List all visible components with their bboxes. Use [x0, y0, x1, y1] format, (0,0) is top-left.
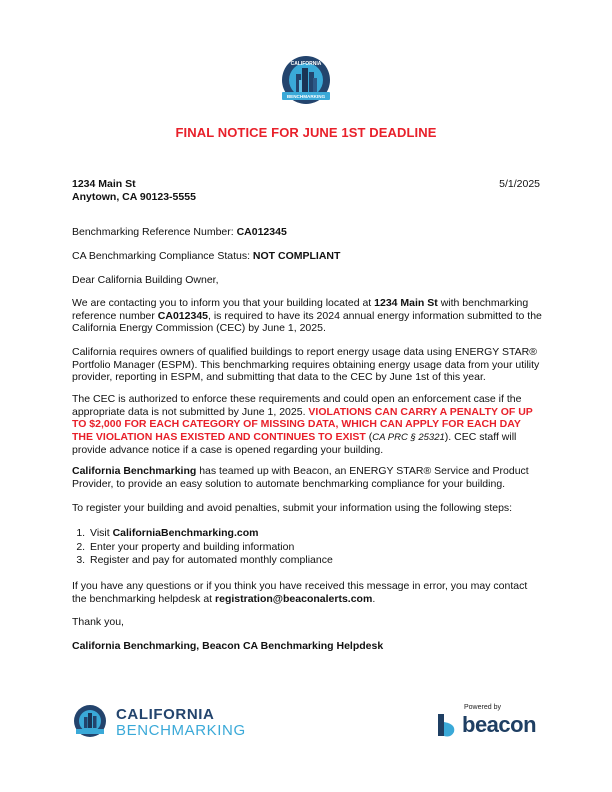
california-benchmarking-seal-logo — [275, 54, 337, 110]
penalty-warning: VIOLATIONS CAN CARRY A PENALTY OF UP TO $2,000 FOR EACH CATEGORY OF MISSING DATA, WHICH CAN APPLY FOR EACH DAY THE VIOLATION HAS EXISTED AND CONTINUES TO EXIST — [72, 405, 533, 443]
california-benchmarking-footer-logo — [72, 702, 252, 742]
status-value: NOT COMPLIANT — [252, 250, 341, 262]
paragraph-steps-intro: To register your building and avoid penalties, submit your information using the following steps: — [72, 502, 513, 514]
text-span: . — [372, 592, 376, 605]
notice-title: FINAL NOTICE FOR JUNE 1ST DEADLINE — [175, 125, 437, 140]
building-address: 1234 Main St — [374, 297, 438, 309]
footer-brand-line2: BENCHMARKING — [116, 722, 246, 739]
text-span: ( — [365, 430, 373, 443]
paragraph-requirements: California requires owners of qualified buildings to report energy usage data using ENERGY STAR® Portfolio Manager (ESPM). This benchmarking requires obtaining energy usage data from your utility provider, reporting in ESPM, and submitting that data to the CEC by June 1st of this year. — [72, 346, 540, 383]
text-span: If you have any questions or if you think you have received this message in error, you may contact the benchmarking helpdesk at — [72, 580, 528, 605]
address-line1: 1234 Main St — [72, 178, 136, 190]
footer-brand-line1: CALIFORNIA — [116, 706, 215, 723]
list-item — [88, 527, 528, 541]
text-span: , is required to have its 2024 annual energy information submitted to the California Energy Commission (CEC) by June 1, 2025. — [72, 309, 542, 334]
reference-number: CA012345 — [236, 226, 287, 238]
reference-number-inline: CA012345 — [157, 309, 208, 322]
seal-icon — [72, 704, 108, 740]
text-span: We are contacting you to inform you that your building located at — [72, 297, 375, 309]
closing-thanks: Thank you, — [72, 616, 124, 628]
salutation: Dear California Building Owner, — [72, 274, 219, 286]
paragraph-partnership — [72, 465, 542, 490]
recipient-address — [72, 178, 196, 204]
helpdesk-email-link[interactable]: registration@beaconalerts.com — [215, 592, 373, 605]
code-citation: CA PRC § 25321 — [372, 431, 445, 443]
text-span: with benchmarking reference number — [72, 297, 529, 322]
status-label: CA Benchmarking Compliance Status: — [72, 250, 253, 262]
website-link[interactable]: CaliforniaBenchmarking.com — [112, 527, 259, 539]
text-span: The CEC is authorized to enforce these requirements and could open an enforcement case if the appropriate data is not submitted by June 1, 2025. — [72, 393, 522, 418]
paragraph-intro — [72, 297, 542, 335]
reference-label: Benchmarking Reference Number: — [72, 226, 237, 238]
seal-ring-text: CALIFORNIA — [290, 61, 322, 67]
text-span: ). CEC staff will provide advance notice if a case is opened regarding your building. — [72, 430, 517, 456]
list-item: 3. Register and pay for automated monthly compliance — [88, 554, 528, 568]
seal-banner-text: BENCHMARKING — [286, 94, 326, 99]
text-span: Visit — [90, 527, 113, 539]
reference-line — [72, 226, 542, 239]
beacon-mark-icon — [436, 712, 458, 740]
org-name: California Benchmarking — [72, 465, 197, 477]
powered-by-label: Powered by — [464, 704, 501, 711]
powered-by-beacon-logo — [436, 704, 546, 742]
list-item: 2. Enter your property and building information — [88, 541, 528, 555]
steps-list — [72, 527, 528, 568]
text-span: has teamed up with Beacon, an ENERGY STAR® Service and Product Provider, to provide an easy solution to automate benchmarking compliance for your building. — [72, 465, 529, 490]
paragraph-contact — [72, 580, 542, 605]
letter-date: 5/1/2025 — [499, 178, 540, 190]
address-line2: Anytown, CA 90123-5555 — [72, 191, 196, 203]
signature: California Benchmarking, Beacon CA Benchmarking Helpdesk — [72, 640, 384, 652]
status-line — [72, 250, 542, 263]
paragraph-enforcement — [72, 393, 542, 457]
beacon-wordmark: beacon — [462, 712, 537, 737]
